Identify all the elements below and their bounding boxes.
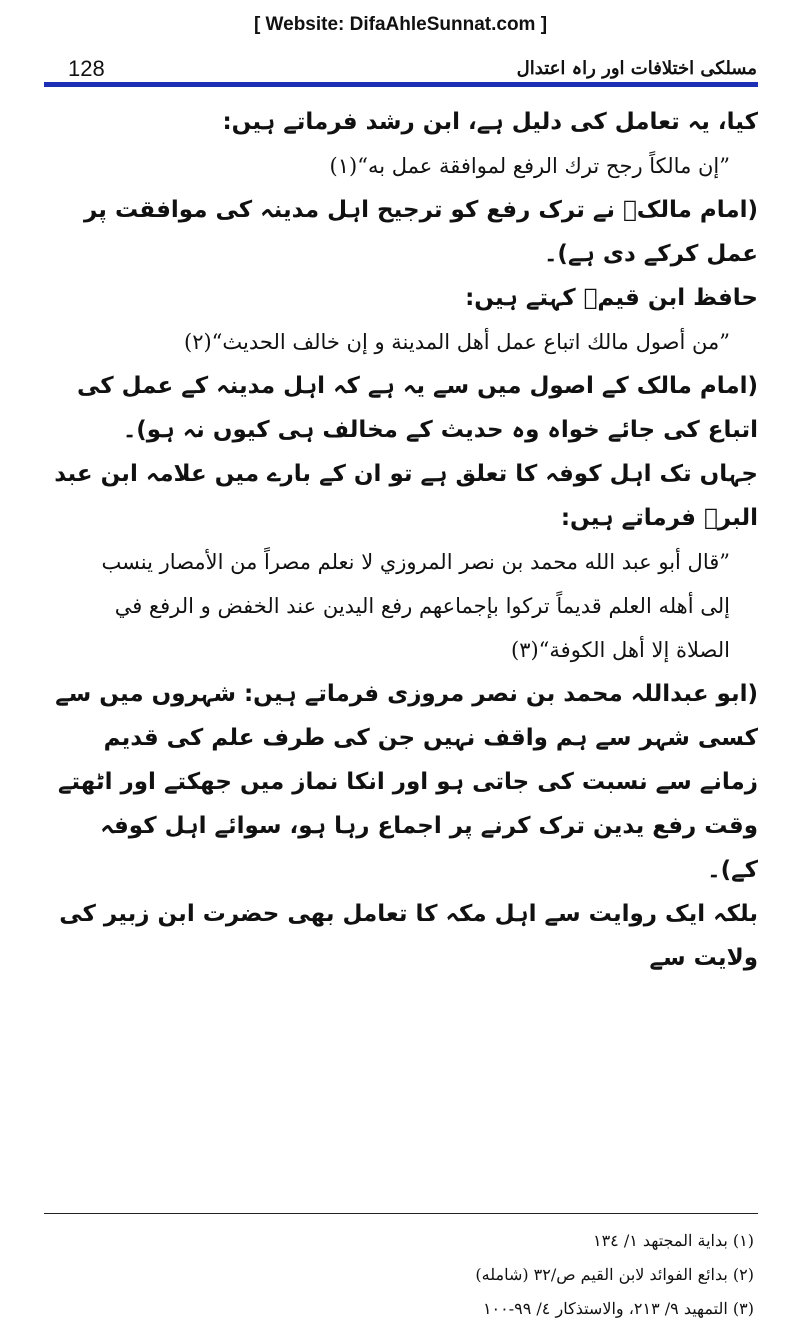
page-number: 128 [68, 56, 105, 81]
footnote: (۱) بداية المجتهد ۱/ ۱۳٤ [592, 1231, 754, 1250]
footnote: (۳) التمهيد ۹/ ۲۱۳، والاستذكار ٤/ ۹۹-۱۰۰ [482, 1299, 754, 1318]
paragraph: جہاں تک اہل کوفہ کا تعلق ہے تو ان کے بارے میں علامہ ابن عبد البرؒ فرماتے ہیں: [54, 461, 758, 531]
arabic-quote: ”إن مالكاً رجح ترك الرفع لموافقة عمل به“(۱) [329, 154, 730, 178]
paragraph: (امام مالک کے اصول میں سے یہ ہے کہ اہل مدینہ کے عمل کی اتباع کی جائے خواہ وہ حدیث کے مخالف ہی کیوں نہ ہو)۔ [76, 373, 758, 443]
website-banner: [ Website: DifaAhleSunnat.com ] [253, 14, 548, 35]
paragraph: (ابو عبداللہ محمد بن نصر مروزی فرماتے ہیں: شہروں میں سے کسی شہر سے ہم واقف نہیں جن کی طرف علم کی قدیم زمانے سے نسبت کی جاتی ہو اور انکا نماز میں جھکتے اور اٹھتے وقت رفع یدین ترک کرنے پر اجماع رہا ہو، سوائے اہل کوفہ کے)۔ [55, 681, 758, 883]
footnote-rule [44, 1213, 758, 1214]
main-text [44, 100, 758, 980]
running-title: مسلکی اختلافات اور راہ اعتدال [516, 58, 757, 79]
footnote: (۲) بدائع الفوائد لابن القيم ص/۳۲ (شامله) [475, 1265, 754, 1284]
arabic-quote: ”قال أبو عبد الله محمد بن نصر المروزي لا نعلم مصراً من الأمصار ينسب إلى أهله العلم قديماً تركوا بإجماعهم رفع اليدين عند الخفض و الرفع في الصلاة إلا أهل الكوفة“(۳) [101, 550, 730, 662]
paragraph: کیا، یہ تعامل کی دلیل ہے، ابن رشد فرماتے ہیں: [222, 109, 758, 135]
paragraph: حافظ ابن قیمؒ کہتے ہیں: [465, 285, 758, 311]
footnotes [44, 1224, 754, 1326]
arabic-quote: ”من أصول مالك اتباع عمل أهل المدينة و إن خالف الحديث“(۲) [183, 330, 730, 354]
paragraph: بلکہ ایک روایت سے اہل مکہ کا تعامل بھی حضرت ابن زبیر کی ولایت سے [59, 901, 758, 971]
paragraph: (امام مالکؒ نے ترک رفع کو ترجیح اہل مدینہ کی موافقت پر عمل کرکے دی ہے)۔ [84, 197, 758, 267]
header-rule [44, 82, 758, 87]
